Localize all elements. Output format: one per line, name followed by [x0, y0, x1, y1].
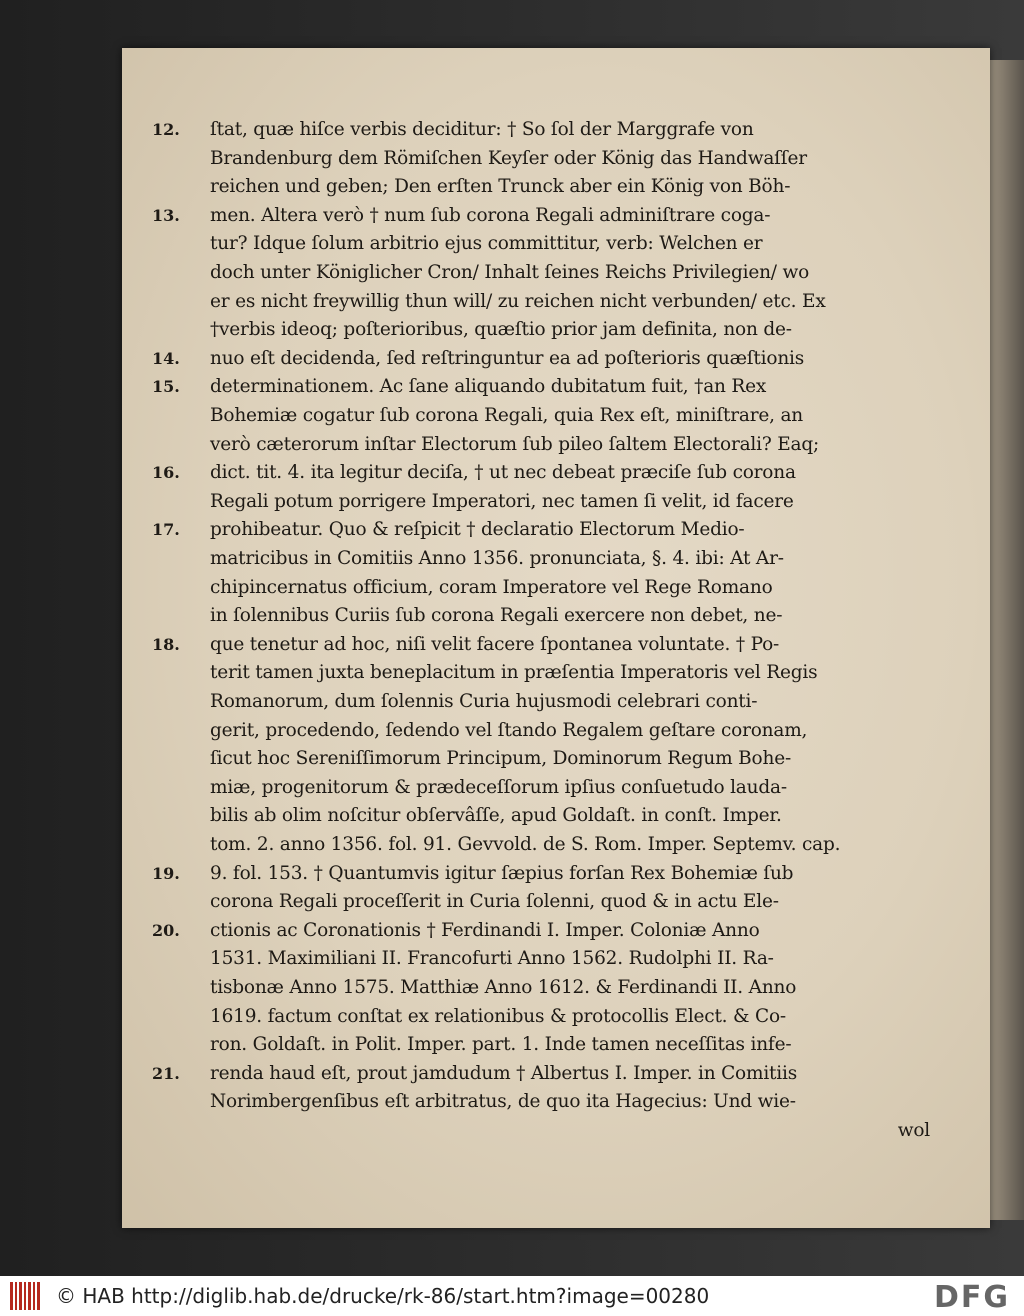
text-line: terit tamen juxta beneplacitum in præſentia Imperatoris vel Regis	[210, 662, 818, 684]
text-line: gerit, procedendo, ſedendo vel ſtando Regalem geſtare coronam,	[210, 719, 808, 741]
margin-number: 14.	[152, 348, 180, 368]
text-line: Romanorum, dum ſolennis Curia hujusmodi celebrari conti-	[210, 691, 758, 712]
text-line: ron. Goldaſt. in Polit. Imper. part. 1. Inde tamen neceſſitas infe-	[210, 1034, 792, 1056]
text-line: renda haud eſt, prout jamdudum † Albertus I. Imper. in Comitiis	[210, 1062, 798, 1084]
margin-number: 13.	[152, 205, 180, 225]
text-line: 1619. factum conſtat ex relationibus & protocollis Elect. & Co-	[210, 1005, 786, 1027]
text-line: 1531. Maximiliani II. Francofurti Anno 1562. Rudolphi II. Ra-	[210, 948, 774, 970]
margin-number: 15.	[152, 377, 180, 397]
margin-number: 12.	[152, 120, 180, 139]
text-line: miæ, progenitorum & prædeceſſorum ipſius conſuetudo lauda-	[210, 776, 787, 798]
text-line: Norimbergenſibus eſt arbitratus, de quo ita Hagecius: Und wie-	[210, 1091, 796, 1113]
text-line: men. Altera verò † num ſub corona Regali adminiſtrare coga-	[210, 204, 771, 226]
text-line: chipincernatus officium, coram Imperatore vel Rege Romano	[210, 576, 773, 598]
text-line: Bohemiæ cogatur ſub corona Regali, quia Rex eſt, miniſtrare, an	[210, 405, 804, 426]
margin-number: 20.	[152, 920, 180, 940]
margin-number: 18.	[152, 634, 180, 654]
hab-barcode-icon	[10, 1282, 40, 1310]
dfg-logo: DFG	[933, 1280, 1010, 1315]
text-line: tisbonæ Anno 1575. Matthiæ Anno 1612. & Ferdinandi II. Anno	[210, 977, 797, 998]
text-line: prohibeatur. Quo & reſpicit † declaratio Electorum Medio-	[210, 519, 745, 541]
text-line: ſtat, quæ hiſce verbis deciditur: † So ſol der Marggrafe von	[210, 119, 754, 140]
margin-number: 16.	[152, 463, 180, 483]
text-line: bilis ab olim noſcitur obſervâſſe, apud Goldaſt. in conſt. Imper.	[210, 805, 782, 827]
text-line: matricibus in Comitiis Anno 1356. pronunciata, §. 4. ibi: At Ar-	[210, 548, 784, 569]
margin-number: 19.	[152, 863, 180, 883]
text-line: Regali potum porrigere Imperatori, nec tamen ſi velit, id facere	[210, 490, 794, 512]
footer-bar	[0, 1276, 1024, 1316]
text-line: tom. 2. anno 1356. fol. 91. Gevvold. de S. Rom. Imper. Septemv. cap.	[210, 834, 841, 855]
text-line: er es nicht freywillig thun will/ zu reichen nicht verbunden/ etc. Ex	[210, 290, 826, 312]
text-line: wol	[897, 1120, 930, 1141]
text-line: nuo eſt decidenda, ſed reſtringuntur ea ad poſterioris quæſtionis	[210, 347, 805, 369]
text-line: reichen und geben; Den erſten Trunck aber ein König von Böh-	[210, 176, 791, 198]
text-line: †verbis ideoq; poſterioribus, quæſtio prior jam definita, non de-	[210, 319, 792, 341]
text-line: determinationem. Ac ſane aliquando dubitatum fuit, †an Rex	[210, 376, 767, 398]
text-line: tur? Idque ſolum arbitrio ejus committitur, verb: Welchen er	[210, 233, 763, 255]
text-line: verò cæterorum inſtar Electorum ſub pileo ſaltem Electorali? Eaq;	[210, 433, 820, 455]
text-line: corona Regali proceſſerit in Curia ſolenni, quod & in actu Ele-	[210, 891, 779, 913]
text-line: que tenetur ad hoc, niſi velit facere ſpontanea voluntate. † Po-	[210, 633, 780, 655]
text-line: ctionis ac Coronationis † Ferdinandi I. Imper. Coloniæ Anno	[210, 919, 760, 941]
margin-number: 17.	[152, 520, 180, 540]
margin-number: 21.	[152, 1063, 180, 1083]
text-line: ſicut hoc Sereniſſimorum Principum, Dominorum Regum Bohe-	[210, 748, 791, 770]
text-line: doch unter Königlicher Cron/ Inhalt ſeines Reichs Privilegien/ wo	[210, 262, 810, 283]
text-line: 9. fol. 153. † Quantumvis igitur ſæpius forſan Rex Bohemiæ ſub	[210, 862, 794, 884]
text-line: Brandenburg dem Römiſchen Keyſer oder König das Handwaſſer	[210, 147, 807, 169]
text-line: in ſolennibus Curiis ſub corona Regali exercere non debet, ne-	[210, 605, 783, 627]
text-line: dict. tit. 4. ita legitur deciſa, † ut nec debeat præciſe ſub corona	[210, 462, 796, 484]
footer-copyright[interactable]: © HAB http://diglib.hab.de/drucke/rk-86/start.htm?image=00280	[56, 1284, 710, 1308]
